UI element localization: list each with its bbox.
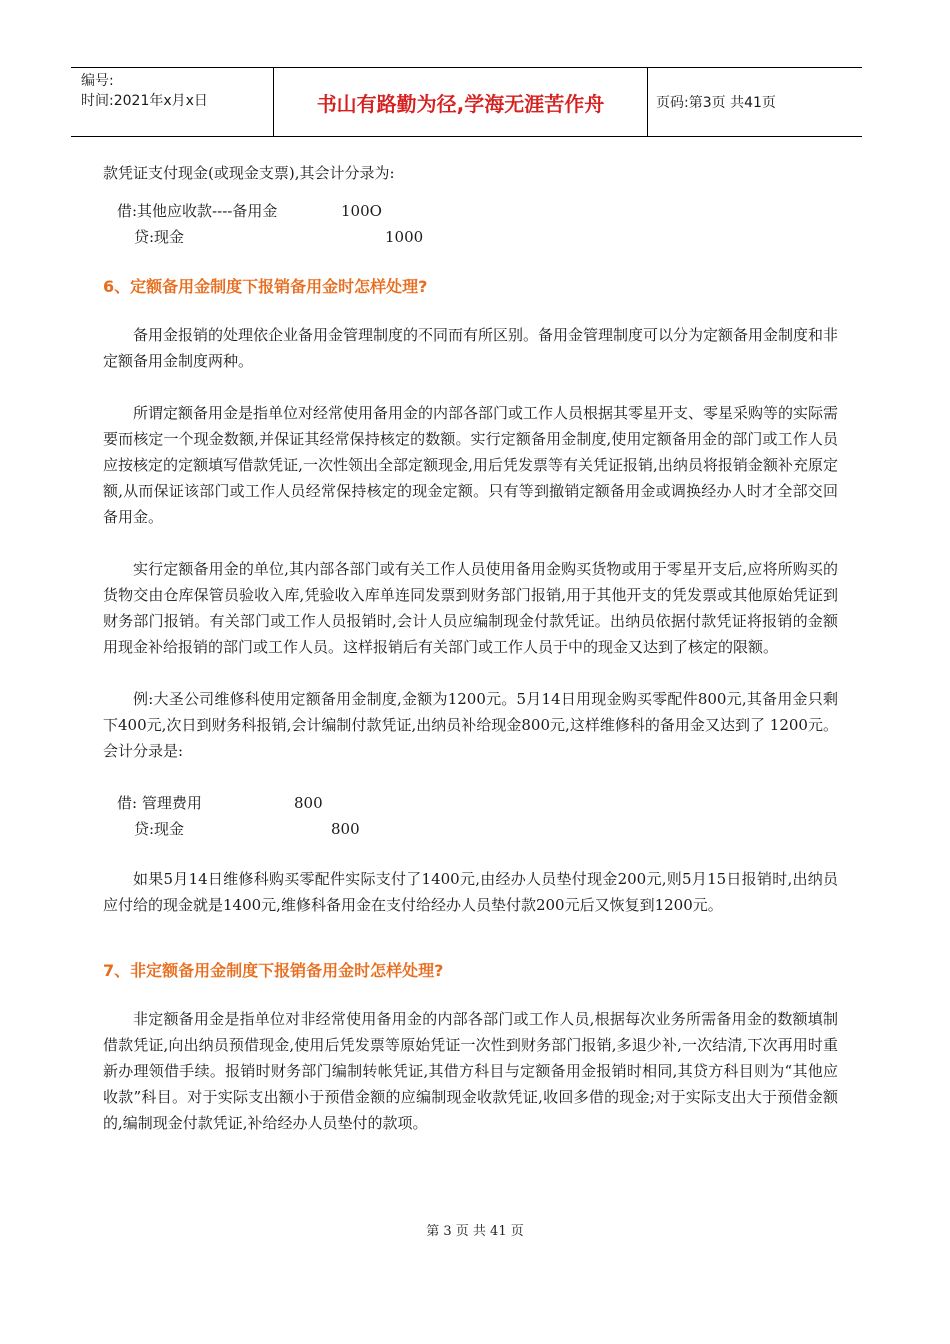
header-left-cell bbox=[71, 68, 273, 136]
time-label: 时间:2021年x月x日 bbox=[81, 93, 208, 109]
header-page-label: 页码:第3页 共41页 bbox=[656, 95, 776, 111]
debit-amount: 100O bbox=[341, 202, 382, 220]
paragraph: 备用金报销的处理依企业备用金管理制度的不同而有所区别。备用金管理制度可以分为定额备用金制度和非定额备用金制度两种。 bbox=[103, 326, 839, 370]
paragraph: 所谓定额备用金是指单位对经常使用备用金的内部各部门或工作人员根据其零星开支、零星采购等的实际需要而核定一个现金数额,并保证其经常保持核定的数额。实行定额备用金制度,使用定额备用金的部门或工作人员应按核定的定额填写借款凭证,一次性领出全部定额现金,用后凭发票等有关凭证报销,出纳员将报销金额补充原定额,从而保证该部门或工作人员经常保持核定的现金定额。只有等到撤销定额备用金或调换经办人时才全部交回备用金。 bbox=[103, 404, 839, 526]
paragraph: 非定额备用金是指单位对非经常使用备用金的内部各部门或工作人员,根据每次业务所需备用金的数额填制借款凭证,向出纳员预借现金,使用后凭发票等原始凭证一次性到财务部门报销,多退少补,一次结清,下次再用时重新办理领借手续。报销时财务部门编制转帐凭证,其借方科目与定额备用金报销时相同,其贷方科目则为“其他应收款”科目。对于实际支出额小于预借金额的应编制现金收款凭证,收回多借的现金;对于实际支出大于预借金额的,编制现金付款凭证,补给经办人员垫付的款项。 bbox=[103, 1010, 838, 1132]
journal-entry-credit bbox=[103, 224, 838, 250]
document-body bbox=[103, 160, 838, 1136]
credit-amount: 800 bbox=[331, 820, 360, 838]
debit-label: 借: 管理费用 bbox=[117, 794, 202, 812]
section-heading-7: 7、非定额备用金制度下报销备用金时怎样处理? bbox=[103, 961, 444, 980]
page-footer: 第 3 页 共 41 页 bbox=[426, 1224, 524, 1239]
credit-label: 贷:现金 bbox=[134, 228, 185, 246]
page-header bbox=[71, 67, 862, 137]
header-motto: 书山有路勤为径,学海无涯苦作舟 bbox=[273, 68, 648, 136]
paragraph: 实行定额备用金的单位,其内部各部门或有关工作人员使用备用金购买货物或用于零星开支后,应将所购买的货物交由仓库保管员验收入库,凭验收入库单连同发票到财务部门报销,用于其他开支的凭发票或其他原始凭证到财务部门报销。有关部门或工作人员报销时,会计人员应编制现金付款凭证。出纳员依据付款凭证将报销的金额用现金补给报销的部门或工作人员。这样报销后有关部门或工作人员于中的现金又达到了核定的限额。 bbox=[103, 560, 838, 656]
credit-amount: 1000 bbox=[385, 228, 424, 246]
paragraph-example: 例:大圣公司维修科使用定额备用金制度,金额为1200元。5月14日用现金购买零配件800元,其备用金只剩下400元,次日到财务科报销,会计编制付款凭证,出纳员补给现金800元,这样维修科的备用金又达到了 1200元。会计分录是: bbox=[103, 690, 838, 760]
journal-entry-credit bbox=[103, 816, 838, 842]
section-heading-6: 6、定额备用金制度下报销备用金时怎样处理? bbox=[103, 277, 428, 296]
journal-entry-debit bbox=[103, 790, 838, 816]
debit-label: 借:其他应收款----备用金 bbox=[117, 202, 278, 220]
journal-entry-debit bbox=[103, 198, 838, 224]
paragraph: 如果5月14日维修科购买零配件实际支付了1400元,由经办人员垫付现金200元,则5月15日报销时,出纳员应付给的现金就是1400元,维修科备用金在支付给经办人员垫付款200元后又恢复到1200元。 bbox=[103, 870, 838, 914]
debit-amount: 800 bbox=[294, 794, 323, 812]
paragraph-continuation: 款凭证支付现金(或现金支票),其会计分录为: bbox=[103, 164, 395, 182]
number-label: 编号: bbox=[81, 73, 114, 89]
credit-label: 贷:现金 bbox=[134, 820, 185, 838]
